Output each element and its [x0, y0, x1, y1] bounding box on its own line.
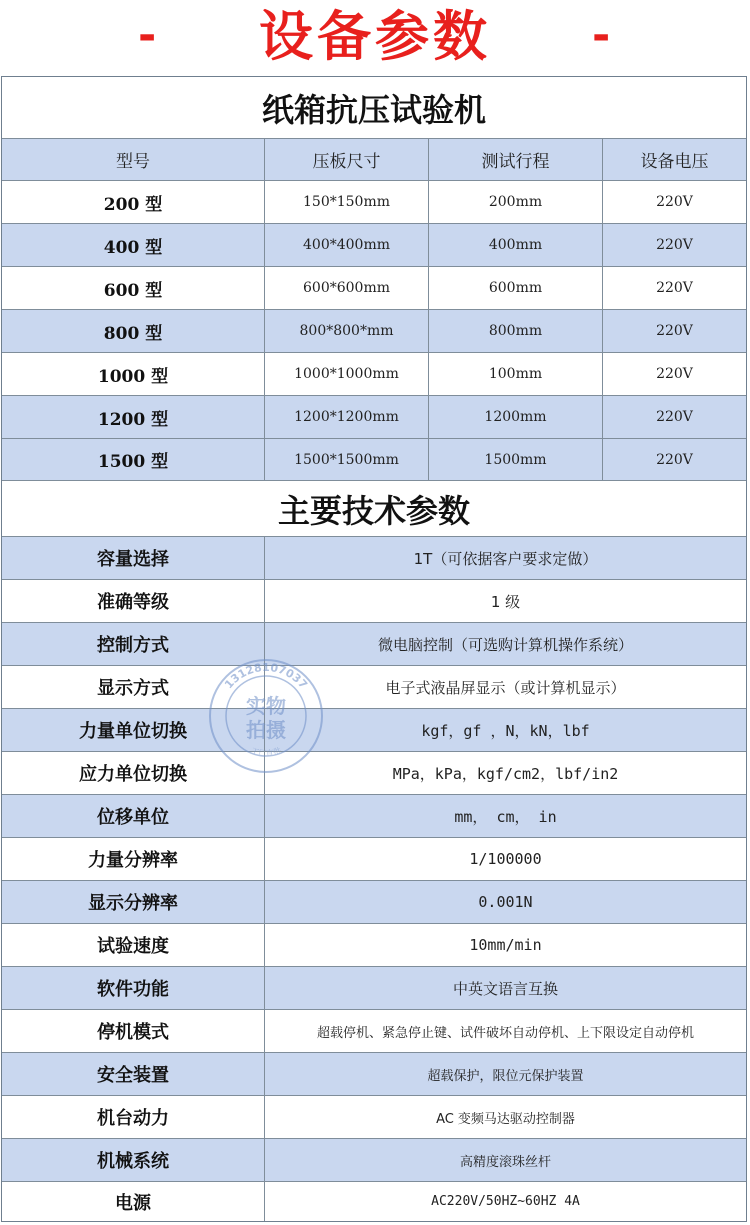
voltage-cell: 220V — [602, 267, 746, 309]
spec-value: 电子式液晶屏显示（或计算机显示） — [264, 666, 746, 708]
plate-size-cell: 1200*1200mm — [264, 396, 428, 438]
spec-value: MPa，kPa，kgf/cm2，lbf/in2 — [264, 752, 746, 794]
spec-row — [2, 752, 746, 795]
spec-label: 机台动力 — [97, 1108, 169, 1129]
table-row — [2, 396, 746, 439]
spec-value: 超载保护，限位元保护装置 — [264, 1053, 746, 1095]
banner — [0, 0, 750, 76]
spec-label: 安全装置 — [97, 1065, 169, 1086]
spec-row — [2, 1139, 746, 1182]
spec-label: 停机模式 — [97, 1022, 169, 1043]
spec-label: 力量分辨率 — [88, 850, 178, 871]
spec-label: 应力单位切换 — [79, 764, 187, 785]
stroke-cell: 100mm — [428, 353, 602, 395]
spec-row — [2, 1010, 746, 1053]
model-cell: 1200 型 — [97, 409, 169, 430]
model-cell: 200 型 — [103, 194, 163, 215]
model-cell: 600 型 — [103, 280, 163, 301]
spec-row — [2, 967, 746, 1010]
table-row — [2, 310, 746, 353]
spec-row — [2, 537, 746, 580]
voltage-cell: 220V — [602, 224, 746, 266]
spec-row — [2, 881, 746, 924]
voltage-cell: 220V — [602, 181, 746, 223]
spec-label: 电源 — [115, 1192, 151, 1214]
spec-row — [2, 623, 746, 666]
spec-value: 超载停机、紧急停止键、试件破坏自动停机、上下限设定自动停机 — [264, 1010, 746, 1052]
spec-value: mm， cm， in — [264, 795, 746, 837]
stroke-cell: 400mm — [428, 224, 602, 266]
table-row — [2, 224, 746, 267]
header-plate-size: 压板尺寸 — [264, 139, 428, 180]
spec-sheet — [1, 76, 747, 1222]
model-table-title-row — [2, 77, 746, 139]
model-cell: 1500 型 — [97, 452, 169, 472]
spec-row — [2, 709, 746, 752]
spec-row — [2, 580, 746, 623]
spec-value: 高精度滚珠丝杆 — [264, 1139, 746, 1181]
stroke-cell: 800mm — [428, 310, 602, 352]
plate-size-cell: 800*800*mm — [264, 310, 428, 352]
stamp-bottom: 工厂直供 — [249, 746, 283, 759]
voltage-cell: 220V — [602, 310, 746, 352]
banner-title: 设备参数 — [259, 5, 491, 68]
voltage-cell: 220V — [602, 396, 746, 438]
spec-row — [2, 1053, 746, 1096]
model-cell: 400 型 — [103, 237, 163, 258]
spec-label: 容量选择 — [97, 549, 169, 570]
spec-value: 0.001N — [264, 881, 746, 923]
banner-dash-right: - — [592, 10, 611, 61]
stamp-line2: 拍摄 — [246, 718, 286, 742]
header-model: 型号 — [116, 152, 150, 172]
spec-row — [2, 795, 746, 838]
model-cell: 1000 型 — [97, 366, 169, 387]
spec-table-title-row — [2, 481, 746, 537]
stroke-cell: 1200mm — [428, 396, 602, 438]
spec-label: 控制方式 — [97, 635, 169, 656]
spec-label: 位移单位 — [97, 807, 169, 828]
stroke-cell: 1500mm — [428, 439, 602, 480]
spec-label: 准确等级 — [97, 592, 169, 613]
plate-size-cell: 1500*1500mm — [264, 439, 428, 480]
table-row — [2, 181, 746, 224]
spec-row — [2, 838, 746, 881]
model-table-header-row — [2, 139, 746, 181]
spec-label: 力量单位切换 — [79, 721, 187, 742]
spec-table-title: 主要技术参数 — [277, 491, 470, 530]
spec-label: 显示分辨率 — [88, 893, 178, 914]
spec-value: 10mm/min — [264, 924, 746, 966]
spec-value: 中英文语言互换 — [264, 967, 746, 1009]
plate-size-cell: 150*150mm — [264, 181, 428, 223]
stroke-cell: 200mm — [428, 181, 602, 223]
table-row — [2, 353, 746, 396]
table-row — [2, 267, 746, 310]
spec-row — [2, 666, 746, 709]
stroke-cell: 600mm — [428, 267, 602, 309]
table-row — [2, 439, 746, 481]
spec-value: AC220V/50HZ~60HZ 4A — [264, 1182, 746, 1221]
spec-label: 机械系统 — [97, 1151, 169, 1172]
stamp-phone: 13128107037 — [222, 661, 310, 692]
spec-value: AC 变频马达驱动控制器 — [264, 1096, 746, 1138]
voltage-cell: 220V — [602, 439, 746, 480]
spec-row — [2, 924, 746, 967]
spec-label: 显示方式 — [97, 678, 169, 699]
spec-row — [2, 1182, 746, 1221]
spec-value: 1 级 — [264, 580, 746, 622]
spec-value: 1/100000 — [264, 838, 746, 880]
plate-size-cell: 600*600mm — [264, 267, 428, 309]
watermark-stamp — [207, 657, 325, 775]
banner-dash-left: - — [138, 10, 157, 61]
spec-row — [2, 1096, 746, 1139]
spec-label: 试验速度 — [97, 936, 169, 957]
plate-size-cell: 1000*1000mm — [264, 353, 428, 395]
plate-size-cell: 400*400mm — [264, 224, 428, 266]
spec-label: 软件功能 — [97, 979, 169, 1000]
model-table-title: 纸箱抗压试验机 — [261, 90, 486, 129]
voltage-cell: 220V — [602, 353, 746, 395]
stamp-line1: 实物 — [246, 694, 286, 718]
model-cell: 800 型 — [103, 323, 163, 344]
spec-value: kgf，gf ，N，kN，lbf — [264, 709, 746, 751]
header-voltage: 设备电压 — [602, 139, 746, 180]
header-test-stroke: 测试行程 — [428, 139, 602, 180]
spec-value: 微电脑控制（可选购计算机操作系统） — [264, 623, 746, 665]
spec-value: 1T（可依据客户要求定做） — [264, 537, 746, 579]
